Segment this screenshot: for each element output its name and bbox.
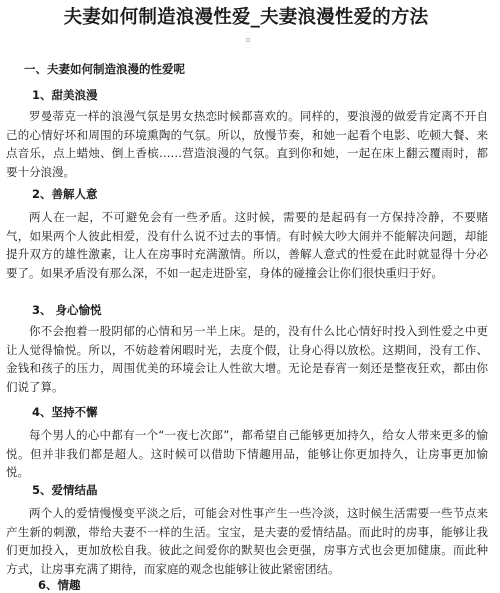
subheading-2: 2、善解人意 [32,187,98,201]
paragraph-1: 罗曼蒂克一样的浪漫气氛是男女热恋时候都喜欢的。同样的，要浪漫的做爱肯定离不开自己的心情好坏和周围的环境熏陶的气氛。所以，放慢节奏，和她一起看个电影、吃顿大餐、来点音乐，点上蜡烛、倒上香槟……营造浪漫的气氛。直到你和她，一起在床上翻云覆雨时，都要十分浪漫。 [6,109,488,179]
decorative-marker [246,38,250,42]
paragraph-4: 每个男人的心中都有一个“一夜七次郎”，都希望自己能够更加持久，给女人带来更多的愉悦。但并非我们都是超人。这时候可以借助下情趣用品，能够让你更加持久，让房事更加愉悦。 [6,428,488,480]
subheading-5: 5、爱情结晶 [32,483,98,497]
subheading-1: 1、甜美浪漫 [32,88,98,102]
subheading-6-partial: 6、情趣 [38,578,81,592]
paragraph-5: 两个人的爱情慢慢变平淡之后，可能会对性事产生一些冷淡，这时候生活需要一些节点来产生新的刺激，带给夫妻不一样的生活。宝宝，是夫妻的爱情结晶。而此时的房事，能够让我们更加投入，更加放松自我。彼此之间爱你的默契也会更强，房事方式也会更加健康。而此种方式，让房事充满了期待，而家庭的观念也能够让彼此紧密团结。 [6,506,488,576]
subheading-4: 4、坚持不懈 [32,405,98,419]
section-heading: 一、夫妻如何制造浪漫的性爱呢 [24,62,185,76]
paragraph-3: 你不会抱着一股阴郁的心情和另一半上床。是的，没有什么比心情好时投入到性爱之中更让人觉得愉悦。所以，不妨趁着闲暇时光，去度个假，让身心得以放松。这期间，没有工作、金钱和孩子的压力，周围优美的环境会让人性欲大增。无论是春宵一刻还是整夜狂欢，都由你们说了算。 [6,324,488,394]
subheading-3: 3、 身心愉悦 [32,303,102,317]
paragraph-2: 两人在一起，不可避免会有一些矛盾。这时候，需要的是起码有一方保持冷静，不要赌气，如果两个人彼此相爱，没有什么说不过去的事情。有时候大吵大闹并不能解决问题，却能提升双方的雄性激素，让人在房事时充满激情。所以，善解人意式的性爱在此时就显得十分必要了。如果矛盾没有那么深，不如一起走进卧室，身体的碰撞会让你们很快重归于好。 [6,210,488,280]
page-title: 夫妻如何制造浪漫性爱_夫妻浪漫性爱的方法 [63,7,429,28]
